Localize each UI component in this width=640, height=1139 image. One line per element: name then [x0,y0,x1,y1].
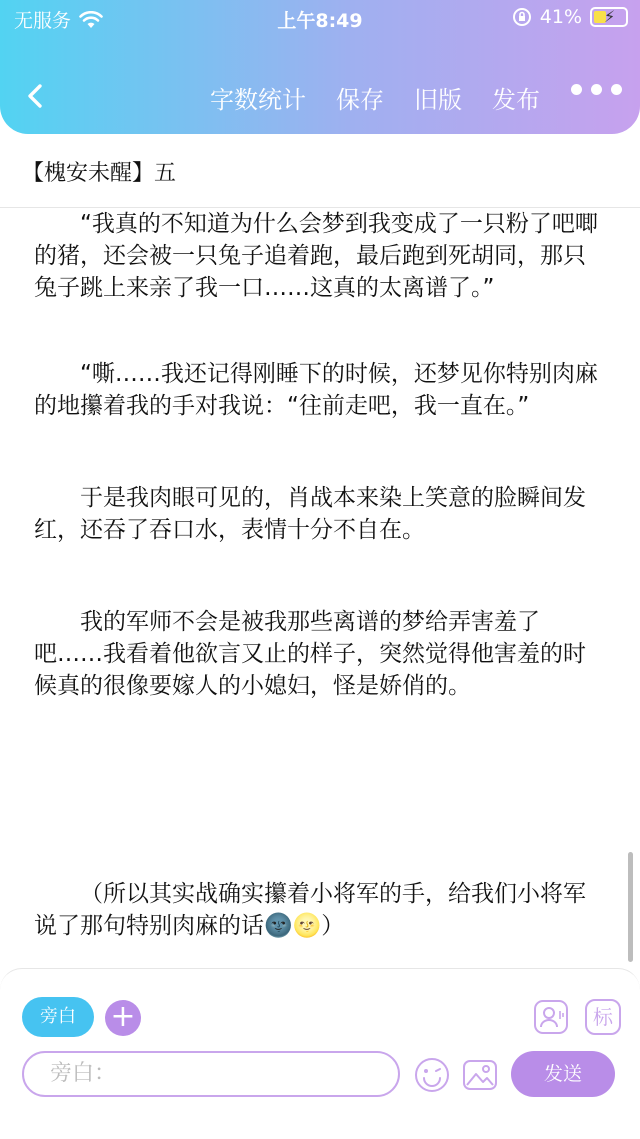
battery-icon [590,7,628,27]
battery-percent: 41% [539,6,582,28]
paragraph: （所以其实战确实攥着小将军的手，给我们小将军说了那句特别肉麻的话🌚🌝） [34,881,586,939]
scrollbar[interactable] [628,852,633,962]
message-input[interactable]: 旁白： [22,1051,400,1097]
image-icon[interactable] [462,1057,498,1093]
paragraph: 我的军师不会是被我那些离谱的梦给弄害羞了吧……我看着他欲言又止的样子，突然觉得他害羞的时候真的很像要嫁人的小媳妇，怪是娇俏的。 [34,609,586,699]
chapter-title-row[interactable] [0,134,640,208]
nav-actions [210,80,540,115]
back-chevron-icon[interactable] [22,78,48,114]
chapter-content[interactable] [34,208,606,968]
tag-button[interactable]: 标 [585,999,621,1035]
paragraph: “嘶……我还记得刚睡下的时候，还梦见你特别肉麻的地攥着我的手对我说：“往前走吧，我一直在。” [34,361,598,419]
orientation-lock-icon [512,7,532,27]
more-options-icon[interactable] [571,84,622,95]
send-button[interactable]: 发送 [511,1051,615,1097]
nav-bar [0,70,640,122]
chapter-title: 【槐安未醒】五 [22,161,177,186]
carrier-label: 无服务 [14,10,72,32]
status-right [512,6,628,28]
character-icon[interactable] [533,999,569,1035]
emoji-icon[interactable] [414,1057,450,1093]
word-count-button[interactable]: 字数统计 [210,86,306,114]
paragraph: 于是我肉眼可见的，肖战本来染上笑意的脸瞬间发红，还吞了吞口水，表情十分不自在。 [34,485,586,543]
publish-button[interactable]: 发布 [492,86,540,114]
add-role-button[interactable]: + [105,1000,141,1036]
role-chip-narration[interactable]: 旁白 [22,997,94,1037]
status-time: 上午8:49 [277,10,363,32]
charging-bolt-icon: ⚡ [604,7,616,26]
old-version-button[interactable]: 旧版 [414,86,462,114]
paragraph: “我真的不知道为什么会梦到我变成了一只粉了吧唧的猪，还会被一只兔子追着跑，最后跑到死胡同，那只兔子跳上来亲了我一口……这真的太离谱了。” [34,211,598,301]
compose-area [0,968,640,1139]
save-button[interactable]: 保存 [336,86,384,114]
header [0,0,640,134]
status-bar [0,0,640,36]
